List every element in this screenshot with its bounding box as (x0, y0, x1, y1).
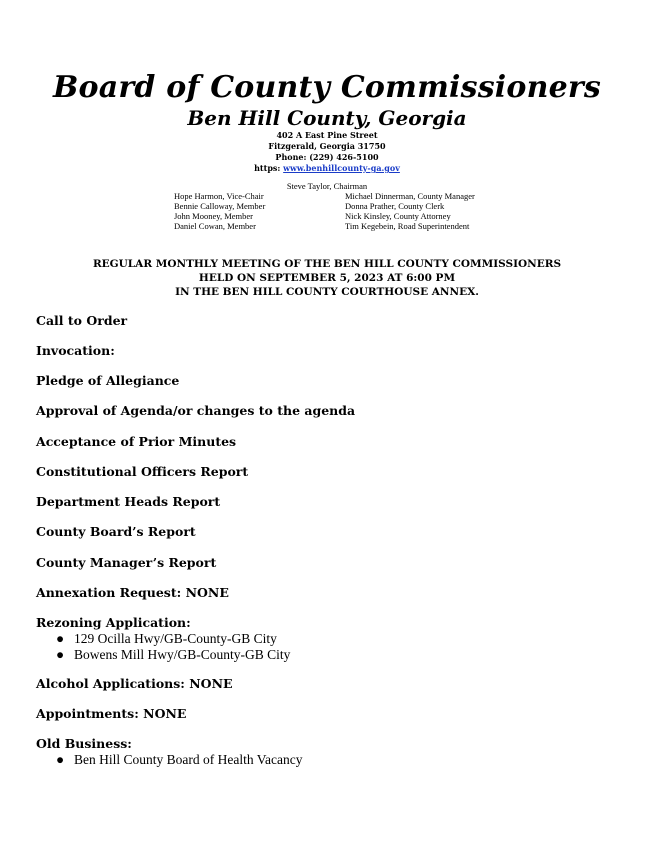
agenda-heading: Pledge of Allegiance (36, 373, 180, 388)
agenda-heading: County Board’s Report (36, 524, 196, 539)
bullet-icon: ● (56, 646, 65, 662)
agenda-heading: Rezoning Application: (36, 615, 191, 630)
page-title: Board of County Commissioners (53, 70, 601, 105)
county-subtitle: Ben Hill County, Georgia (187, 106, 467, 130)
official-name: Tim Kegebein, Road Superintendent (345, 221, 470, 231)
agenda-item-pledge (36, 373, 179, 389)
meeting-line-1: REGULAR MONTHLY MEETING OF THE BEN HILL COUNTY COMMISSIONERS (92, 258, 562, 270)
bullet-icon: ● (56, 752, 65, 767)
agenda-item-call-to-order (36, 313, 127, 329)
agenda-item-county-board (36, 524, 196, 540)
website-link[interactable]: www.benhillcounty-ga.gov (283, 163, 400, 173)
agenda-item-appointments (36, 706, 186, 722)
agenda-heading: Alcohol Applications: NONE (36, 676, 233, 691)
agenda-item-annexation (36, 585, 229, 601)
official-name: Bennie Calloway, Member (174, 201, 266, 211)
agenda-item-old-business (36, 736, 302, 768)
official-name: Hope Harmon, Vice-Chair (174, 191, 264, 201)
rezoning-list (36, 631, 290, 662)
officials-left-column (174, 191, 265, 231)
old-business-list (36, 752, 302, 768)
contact-block (0, 130, 654, 174)
chairman: Steve Taylor, Chairman (286, 181, 368, 191)
phone-number: Phone: (229) 426-5100 (275, 152, 379, 162)
list-item (36, 752, 302, 768)
agenda-heading: Approval of Agenda/or changes to the agenda (36, 403, 356, 418)
agenda-heading: Invocation: (36, 343, 115, 358)
officials-right-column (345, 191, 475, 231)
agenda-heading: Call to Order (36, 313, 128, 328)
agenda-heading: Old Business: (36, 736, 132, 751)
agenda-heading: Appointments: NONE (36, 706, 187, 721)
meeting-line-2: HELD ON SEPTEMBER 5, 2023 AT 6:00 PM (198, 272, 456, 284)
agenda-item-prior-minutes (36, 434, 236, 450)
list-item-text: Ben Hill County Board of Health Vacancy (74, 752, 303, 767)
official-name: Michael Dinnerman, County Manager (345, 191, 475, 201)
official-name: Nick Kinsley, County Attorney (345, 211, 451, 221)
agenda-item-alcohol (36, 676, 233, 692)
agenda-item-invocation (36, 343, 115, 359)
agenda-item-approval (36, 403, 355, 419)
list-item-text: 129 Ocilla Hwy/GB-County-GB City (74, 631, 277, 646)
list-item (36, 647, 290, 663)
bullet-icon: ● (56, 631, 65, 646)
list-item-text: Bowens Mill Hwy/GB-County-GB City (74, 646, 291, 662)
officials-block (0, 181, 654, 231)
city-address: Fitzgerald, Georgia 31750 (268, 141, 386, 151)
official-name: Donna Prather, County Clerk (345, 201, 445, 211)
official-name: Daniel Cowan, Member (174, 221, 256, 231)
website-line (0, 163, 654, 174)
agenda-heading: Annexation Request: NONE (36, 585, 229, 600)
street-address: 402 A East Pine Street (276, 130, 378, 140)
meeting-heading (0, 257, 654, 299)
agenda-heading: Constitutional Officers Report (36, 464, 249, 479)
agenda-heading: Acceptance of Prior Minutes (36, 434, 237, 449)
agenda-heading: County Manager’s Report (36, 555, 217, 570)
agenda-item-constitutional-officers (36, 464, 248, 480)
agenda-item-county-manager (36, 555, 216, 571)
meeting-line-3: IN THE BEN HILL COUNTY COURTHOUSE ANNEX. (175, 286, 479, 298)
official-name: John Mooney, Member (174, 211, 254, 221)
website-prefix: https: (254, 163, 284, 173)
list-item (36, 631, 290, 647)
agenda-item-department-heads (36, 494, 220, 510)
agenda-heading: Department Heads Report (36, 494, 221, 509)
agenda-item-rezoning (36, 615, 290, 662)
